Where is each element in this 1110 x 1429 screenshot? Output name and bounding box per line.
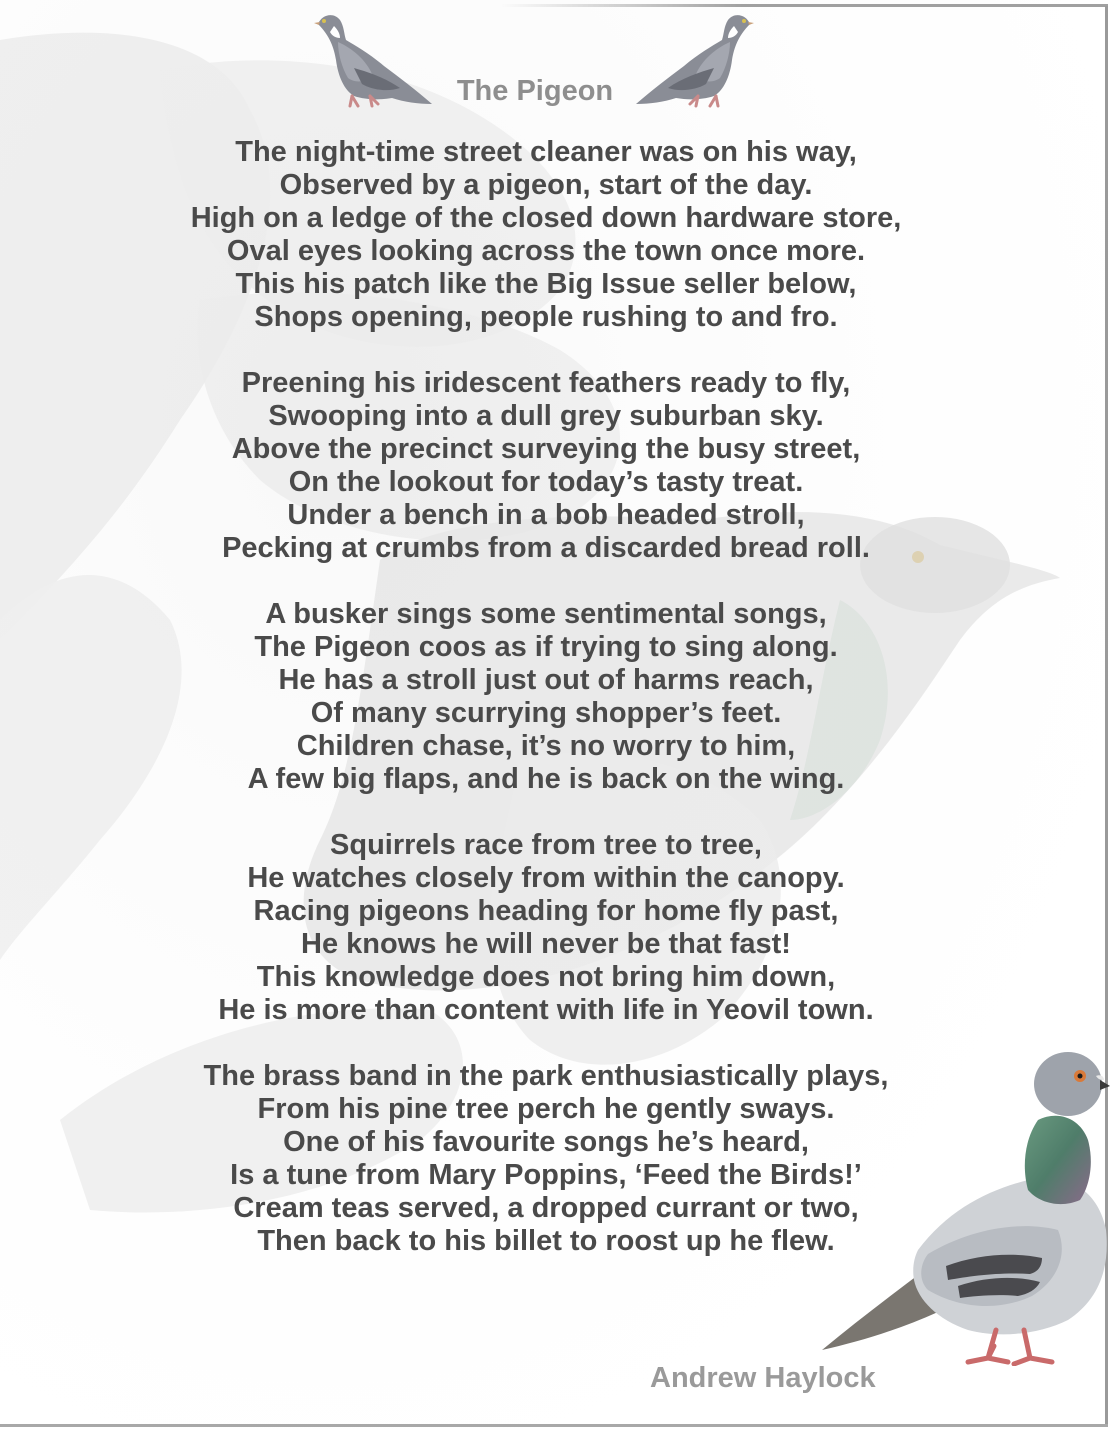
poem-line: A few big flaps, and he is back on the wing. bbox=[247, 763, 845, 795]
poem-line: One of his favourite songs he’s heard, bbox=[283, 1126, 809, 1158]
poem-line: Swooping into a dull grey suburban sky. bbox=[268, 400, 824, 432]
poem-line: Is a tune from Mary Poppins, ‘Feed the Birds!’ bbox=[230, 1159, 862, 1191]
poem-line: On the lookout for today’s tasty treat. bbox=[288, 466, 804, 498]
poem-line: Cream teas served, a dropped currant or two, bbox=[233, 1192, 859, 1224]
poem-line: Oval eyes looking across the town once more. bbox=[226, 235, 866, 267]
poem-line: He has a stroll just out of harms reach, bbox=[278, 664, 814, 696]
poem-line: From his pine tree perch he gently sways. bbox=[257, 1093, 835, 1125]
poem-line: Observed by a pigeon, start of the day. bbox=[279, 169, 813, 201]
poem-line: The Pigeon coos as if trying to sing along. bbox=[254, 631, 838, 663]
poem-line: Shops opening, people rushing to and fro. bbox=[254, 301, 838, 333]
poem-line: This his patch like the Big Issue seller below, bbox=[235, 268, 857, 300]
rock-pigeon-icon bbox=[818, 1040, 1110, 1366]
poem-author: Andrew Haylock bbox=[650, 1362, 876, 1394]
poem-line: Children chase, it’s no worry to him, bbox=[296, 730, 796, 762]
poem-line: Above the precinct surveying the busy street, bbox=[231, 433, 861, 465]
poem-line: A busker sings some sentimental songs, bbox=[265, 598, 827, 630]
poem-line: Then back to his billet to roost up he flew. bbox=[257, 1225, 835, 1257]
poem-line: The brass band in the park enthusiastically plays, bbox=[203, 1060, 889, 1092]
page-frame-bottom bbox=[0, 1424, 1108, 1427]
poem-line: This knowledge does not bring him down, bbox=[256, 961, 836, 993]
poem-line: He is more than content with life in Yeovil town. bbox=[218, 994, 874, 1026]
page-frame-top bbox=[500, 4, 1108, 7]
poem-line: Squirrels race from tree to tree, bbox=[330, 829, 762, 861]
poem-line: High on a ledge of the closed down hardware store, bbox=[190, 202, 902, 234]
poem-line: Preening his iridescent feathers ready to fly, bbox=[241, 367, 851, 399]
stanza bbox=[0, 598, 1092, 796]
poem-line: Under a bench in a bob headed stroll, bbox=[287, 499, 805, 531]
poem-line: The night-time street cleaner was on his way, bbox=[235, 136, 857, 168]
stanza bbox=[0, 829, 1092, 1027]
stanza bbox=[0, 367, 1092, 565]
poem-line: Of many scurrying shopper’s feet. bbox=[310, 697, 782, 729]
poem-line: He watches closely from within the canopy. bbox=[247, 862, 845, 894]
stanza bbox=[0, 136, 1092, 334]
poem-line: He knows he will never be that fast! bbox=[301, 928, 791, 960]
poem-line: Racing pigeons heading for home fly past, bbox=[253, 895, 839, 927]
poem-title: The Pigeon bbox=[456, 75, 614, 108]
poem-line: Pecking at crumbs from a discarded bread roll. bbox=[222, 532, 870, 564]
